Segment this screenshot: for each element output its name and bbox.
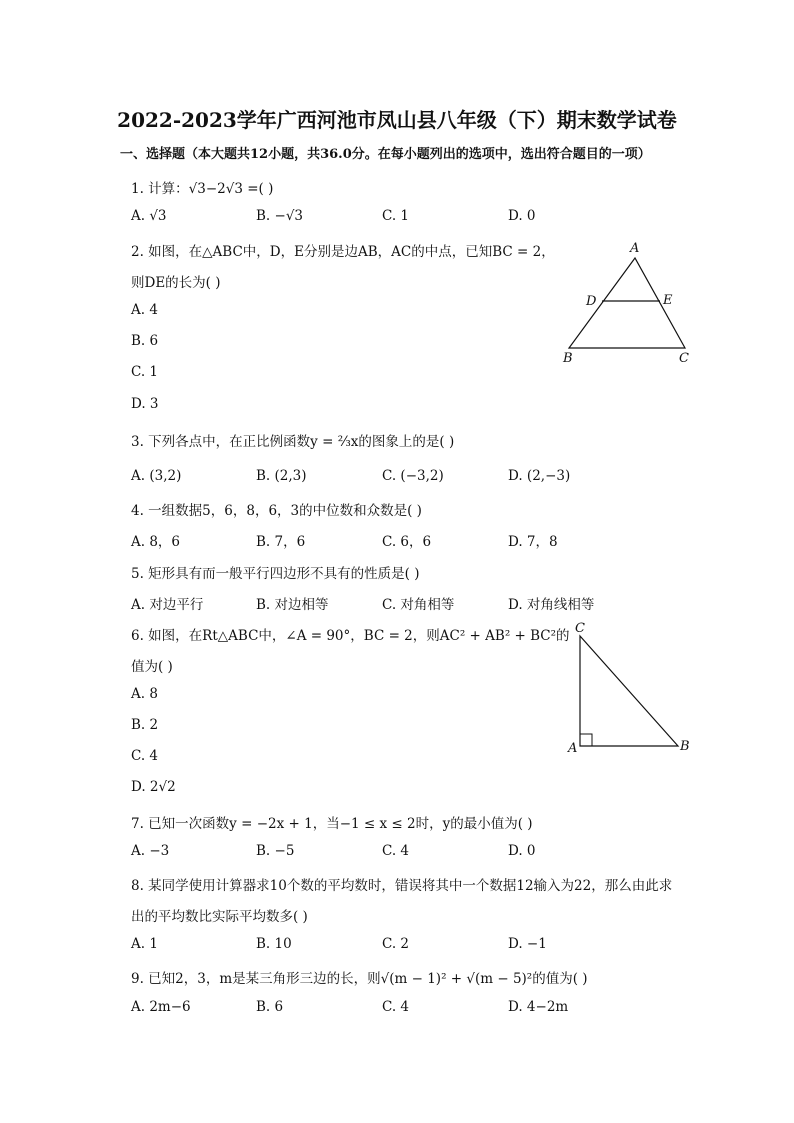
question-8: 8. 某同学使用计算器求10个数的平均数时，错误将其中一个数据12输入为22，那么由此求 <box>131 878 673 894</box>
section-heading: 一、选择题（本大题共12小题，共36.0分。在每小题列出的选项中，选出符合题目的一项） <box>120 147 651 162</box>
q8-option-c: C. 2 <box>382 936 410 952</box>
q8-option-a: A. 1 <box>131 936 158 952</box>
q4-option-b: B. 7，6 <box>256 534 306 550</box>
q5-option-b: B. 对边相等 <box>256 597 329 613</box>
question-2: 2. 如图，在△ABC中，D，E分别是边AB，AC的中点，已知BC = 2， <box>131 244 555 260</box>
q3-option-a: A. (3,2) <box>131 468 182 484</box>
q5-option-c: C. 对角相等 <box>382 597 455 613</box>
q1-option-d: D. 0 <box>508 208 536 224</box>
q1-option-a: A. √3 <box>131 208 167 224</box>
q6-option-d: D. 2√2 <box>131 779 176 795</box>
question-2-cont: 则DE的长为( ) <box>131 275 221 291</box>
fig2-label-b: B <box>680 739 690 754</box>
question-5: 5. 矩形具有而一般平行四边形不具有的性质是( ) <box>131 566 420 582</box>
fig1-label-d: D <box>586 294 597 309</box>
question-1: 1. 计算：√3−2√3 =( ) <box>131 181 274 197</box>
q3-option-d: D. (2,−3) <box>508 468 571 484</box>
q9-option-a: A. 2m−6 <box>131 999 191 1015</box>
fig2-label-a: A <box>568 741 578 756</box>
q9-option-b: B. 6 <box>256 999 284 1015</box>
fig1-label-a: A <box>630 241 640 256</box>
q3-option-b: B. (2,3) <box>256 468 307 484</box>
question-8-cont: 出的平均数比实际平均数多( ) <box>131 909 308 925</box>
q7-option-d: D. 0 <box>508 843 536 859</box>
q1-option-c: C. 1 <box>382 208 410 224</box>
q5-option-a: A. 对边平行 <box>131 597 204 613</box>
q5-option-d: D. 对角线相等 <box>508 597 595 613</box>
question-9: 9. 已知2，3，m是某三角形三边的长，则√(m − 1)² + √(m − 5)²的值为( ) <box>131 971 588 987</box>
q8-option-d: D. −1 <box>508 936 547 952</box>
page-title: 2022-2023学年广西河池市凤山县八年级（下）期末数学试卷 <box>117 108 677 132</box>
q7-option-c: C. 4 <box>382 843 410 859</box>
q9-option-c: C. 4 <box>382 999 410 1015</box>
q7-option-b: B. −5 <box>256 843 295 859</box>
question-4: 4. 一组数据5，6，8，6，3的中位数和众数是( ) <box>131 503 422 519</box>
q2-option-b: B. 6 <box>131 333 159 349</box>
q1-option-b: B. −√3 <box>256 208 304 224</box>
q2-option-d: D. 3 <box>131 396 159 412</box>
q8-option-b: B. 10 <box>256 936 292 952</box>
fig1-label-e: E <box>663 293 673 308</box>
triangle-abc-figure <box>555 238 700 368</box>
question-6: 6. 如图，在Rt△ABC中，∠A = 90°，BC = 2，则AC² + AB² + BC²的 <box>131 628 570 644</box>
q6-option-a: A. 8 <box>131 686 158 702</box>
q4-option-c: C. 6，6 <box>382 534 432 550</box>
q2-option-c: C. 1 <box>131 364 159 380</box>
fig1-label-c: C <box>679 351 689 366</box>
question-3: 3. 下列各点中，在正比例函数y = ⅔x的图象上的是( ) <box>131 434 455 450</box>
q4-option-d: D. 7，8 <box>508 534 558 550</box>
q3-option-c: C. (−3,2) <box>382 468 444 484</box>
fig2-label-c: C <box>575 621 585 636</box>
q6-option-c: C. 4 <box>131 748 159 764</box>
fig1-label-b: B <box>563 351 573 366</box>
q6-option-b: B. 2 <box>131 717 159 733</box>
question-7: 7. 已知一次函数y = −2x + 1，当−1 ≤ x ≤ 2时，y的最小值为( ) <box>131 816 533 832</box>
question-6-cont: 值为( ) <box>131 659 173 675</box>
q7-option-a: A. −3 <box>131 843 170 859</box>
right-triangle-figure <box>562 618 697 758</box>
q4-option-a: A. 8，6 <box>131 534 181 550</box>
q2-option-a: A. 4 <box>131 302 158 318</box>
q9-option-d: D. 4−2m <box>508 999 569 1015</box>
